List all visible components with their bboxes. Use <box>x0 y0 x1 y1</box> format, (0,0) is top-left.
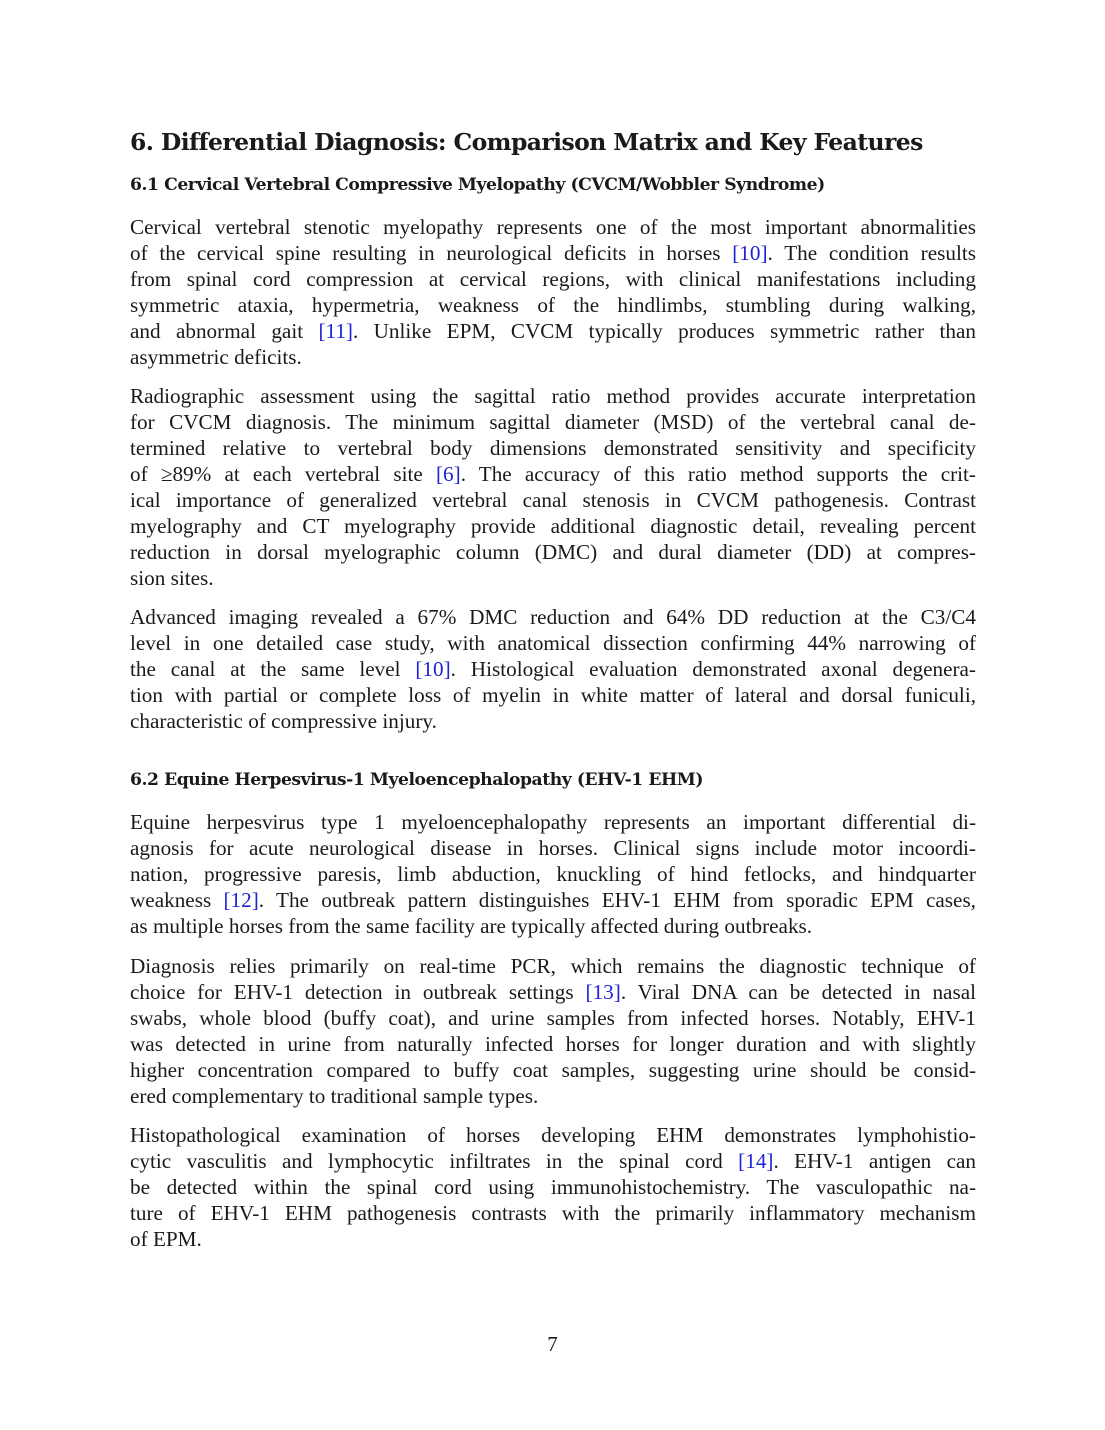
paragraph <box>130 1122 976 1252</box>
citation-link[interactable]: [10] <box>732 241 768 265</box>
text-line: myelography and CT myelography provide additional diagnostic detail, revealing percent <box>130 514 976 538</box>
text-line: ered complementary to traditional sample types. <box>130 1084 539 1108</box>
text-line: for CVCM diagnosis. The minimum sagittal diameter (MSD) of the vertebral canal de- <box>130 410 976 434</box>
text-line: as multiple horses from the same facility are typically affected during outbreaks. <box>130 914 813 938</box>
text-line: cytic vasculitis and lymphocytic infiltrates in the spinal cord [14]. EHV-1 antigen can <box>130 1149 977 1173</box>
text-line: choice for EHV-1 detection in outbreak settings [13]. Viral DNA can be detected in nasal <box>130 980 976 1004</box>
text-line: Cervical vertebral stenotic myelopathy represents one of the most important abnormalities <box>130 215 976 239</box>
citation-link[interactable]: [10] <box>415 657 451 681</box>
paragraph <box>130 214 976 370</box>
text-line: higher concentration compared to buffy coat samples, suggesting urine should be consid- <box>130 1058 976 1082</box>
text-line: Diagnosis relies primarily on real-time PCR, which remains the diagnostic technique of <box>130 954 976 978</box>
text-line: was detected in urine from naturally infected horses for longer duration and with slightly <box>130 1032 976 1056</box>
text-line: from spinal cord compression at cervical regions, with clinical manifestations including <box>130 267 976 291</box>
text-line: of the cervical spine resulting in neurological deficits in horses [10]. The condition results <box>130 241 976 265</box>
text-line: Radiographic assessment using the sagittal ratio method provides accurate interpretation <box>130 384 976 408</box>
text-line: Histopathological examination of horses developing EHM demonstrates lymphohistio- <box>130 1123 976 1147</box>
text-line: swabs, whole blood (buffy coat), and urine samples from infected horses. Notably, EHV-1 <box>130 1006 976 1030</box>
text-line: sion sites. <box>130 566 214 590</box>
text-line: ture of EHV-1 EHM pathogenesis contrasts with the primarily inflammatory mechanism <box>130 1201 976 1225</box>
citation-link[interactable]: [13] <box>585 980 621 1004</box>
text-line: reduction in dorsal myelographic column (DMC) and dural diameter (DD) at compres- <box>130 540 976 564</box>
subsection-heading-6-1: 6.1 Cervical Vertebral Compressive Myelopathy (CVCM/Wobbler Syndrome) <box>130 175 825 195</box>
paragraph <box>130 953 976 1109</box>
citation-link[interactable]: [11] <box>318 319 353 343</box>
paragraph <box>130 383 976 591</box>
text-line: agnosis for acute neurological disease in horses. Clinical signs include motor incoordi- <box>130 836 976 860</box>
text-line: weakness [12]. The outbreak pattern distinguishes EHV-1 EHM from sporadic EPM cases, <box>130 888 976 912</box>
text-line: and abnormal gait [11]. Unlike EPM, CVCM typically produces symmetric rather than <box>130 319 976 343</box>
text-line: asymmetric deficits. <box>130 345 302 369</box>
text-line: symmetric ataxia, hypermetria, weakness of the hindlimbs, stumbling during walking, <box>130 293 976 317</box>
text-line: of EPM. <box>130 1227 202 1251</box>
text-line: the canal at the same level [10]. Histological evaluation demonstrated axonal degenera- <box>130 657 976 681</box>
text-line: be detected within the spinal cord using immunohistochemistry. The vasculopathic na- <box>130 1175 976 1199</box>
text-line: characteristic of compressive injury. <box>130 709 437 733</box>
citation-link[interactable]: [14] <box>738 1149 774 1173</box>
text-line: Advanced imaging revealed a 67% DMC reduction and 64% DD reduction at the C3/C4 <box>130 605 976 629</box>
text-line: termined relative to vertebral body dimensions demonstrated sensitivity and specificity <box>130 436 976 460</box>
citation-link[interactable]: [6] <box>435 462 461 486</box>
text-line: ical importance of generalized vertebral canal stenosis in CVCM pathogenesis. Contrast <box>130 488 976 512</box>
page-number: 7 <box>547 1332 558 1356</box>
subsection-heading-6-2: 6.2 Equine Herpesvirus-1 Myeloencephalopathy (EHV-1 EHM) <box>130 770 704 790</box>
text-line: of ≥89% at each vertebral site [6]. The accuracy of this ratio method supports the crit- <box>130 462 976 486</box>
text-line: Equine herpesvirus type 1 myeloencephalopathy represents an important differential di- <box>130 810 976 834</box>
text-line: nation, progressive paresis, limb abduction, knuckling of hind fetlocks, and hindquarter <box>130 862 976 886</box>
paragraph <box>130 604 976 734</box>
citation-link[interactable]: [12] <box>223 888 259 912</box>
paragraph <box>130 809 976 939</box>
section-heading: 6. Differential Diagnosis: Comparison Matrix and Key Features <box>130 128 923 156</box>
text-line: level in one detailed case study, with anatomical dissection confirming 44% narrowing of <box>130 631 976 655</box>
text-line: tion with partial or complete loss of myelin in white matter of lateral and dorsal funiculi, <box>130 683 976 707</box>
